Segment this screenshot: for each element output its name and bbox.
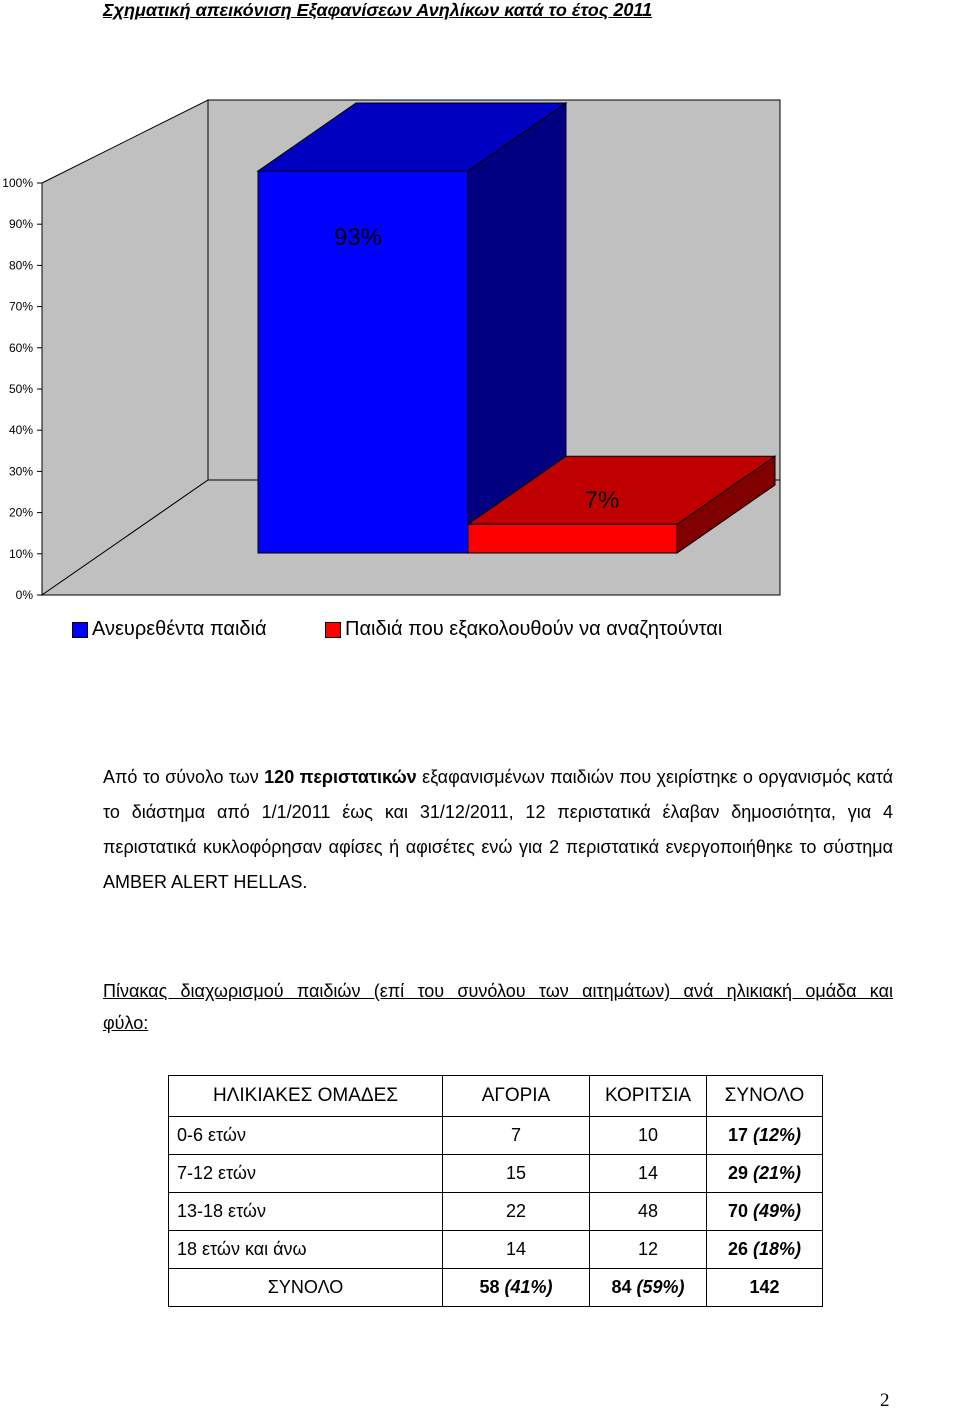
cell-group: 0-6 ετών — [169, 1117, 443, 1155]
cell-group: 7-12 ετών — [169, 1155, 443, 1193]
cell-total-label: ΣΥΝΟΛΟ — [169, 1269, 443, 1307]
table-caption-continued: φύλο: — [103, 1013, 149, 1033]
legend-swatch-blue — [72, 622, 88, 638]
cell-group: 18 ετών και άνω — [169, 1231, 443, 1269]
cell-total: 17 (12%) — [707, 1117, 823, 1155]
bar-chart — [0, 0, 960, 660]
cell-girls: 14 — [590, 1155, 707, 1193]
table-row — [169, 1193, 823, 1231]
y-tick-label: 10% — [8, 546, 33, 561]
y-tick-label: 60% — [8, 340, 33, 355]
cell-girls: 10 — [590, 1117, 707, 1155]
document-title: Σχηματική απεικόνιση Εξαφανίσεων Ανηλίκων κατά το έτος 2011 — [103, 0, 653, 20]
data-label: 93% — [333, 224, 383, 251]
cell-total: 29 (21%) — [707, 1155, 823, 1193]
legend-label: Ανευρεθέντα παιδιά — [92, 618, 267, 640]
header-boys: ΑΓΟΡΙΑ — [443, 1076, 590, 1117]
cell-boys: 15 — [443, 1155, 590, 1193]
y-tick-label: 80% — [8, 258, 33, 273]
age-group-table — [168, 1075, 823, 1307]
y-tick-label: 90% — [8, 217, 33, 232]
cell-grand-total: 142 — [707, 1269, 823, 1307]
y-tick-label: 40% — [8, 423, 33, 438]
cell-boys: 22 — [443, 1193, 590, 1231]
table-row — [169, 1231, 823, 1269]
paragraph-text-1: Από το σύνολο των — [103, 767, 265, 787]
y-axis — [2, 176, 42, 602]
bar-0 — [258, 103, 566, 553]
header-girls: ΚΟΡΙΤΣΙΑ — [590, 1076, 707, 1117]
page-number: 2 — [880, 1390, 890, 1411]
paragraph-bold: 120 περιστατικών — [264, 767, 417, 787]
y-tick-label: 100% — [2, 176, 33, 190]
y-tick-label: 70% — [8, 299, 33, 314]
cell-total: 26 (18%) — [707, 1231, 823, 1269]
cell-girls: 12 — [590, 1231, 707, 1269]
table-total-row — [169, 1269, 823, 1307]
summary-paragraph — [103, 760, 893, 900]
bar-front-face — [468, 524, 677, 553]
y-tick-label: 0% — [15, 588, 33, 602]
y-tick-label: 30% — [8, 464, 33, 479]
cell-group: 13-18 ετών — [169, 1193, 443, 1231]
cell-total-boys: 58 (41%) — [443, 1269, 590, 1307]
cell-total: 70 (49%) — [707, 1193, 823, 1231]
paragraph-text-2: εξαφανισμένων παιδιών που χειρίστηκε ο οργανισμός κατά το διάστημα από 1/1/2011 έως και 31/12/2011, 12 περιστατικά έλαβαν δημοσιότητα, για 4 περιστατικά κυκλοφόρησαν αφίσες ή αφισέτες ενώ για 2 περιστατικά ενεργοποιήθηκε το σύστημα AMBER ALERT HELLAS. — [103, 767, 893, 892]
data-label: 7% — [584, 487, 620, 514]
legend-item-found — [72, 618, 267, 641]
cell-total-girls: 84 (59%) — [590, 1269, 707, 1307]
y-tick-label: 50% — [8, 382, 33, 396]
table-header-row — [169, 1076, 823, 1117]
header-total: ΣΥΝΟΛΟ — [707, 1076, 823, 1117]
header-age-groups: ΗΛΙΚΙΑΚΕΣ ΟΜΑΔΕΣ — [169, 1076, 443, 1117]
y-tick-label: 20% — [8, 505, 33, 520]
table-caption: Πίνακας διαχωρισμού παιδιών (επί του συνόλου των αιτημάτων) ανά ηλικιακή ομάδα και — [103, 981, 893, 1001]
cell-boys: 14 — [443, 1231, 590, 1269]
table-row — [169, 1117, 823, 1155]
legend-item-searching — [325, 618, 722, 641]
legend-label: Παιδιά που εξακολουθούν να αναζητούνται — [345, 618, 723, 640]
cell-girls: 48 — [590, 1193, 707, 1231]
legend-swatch-red — [325, 622, 341, 638]
table-row — [169, 1155, 823, 1193]
cell-boys: 7 — [443, 1117, 590, 1155]
